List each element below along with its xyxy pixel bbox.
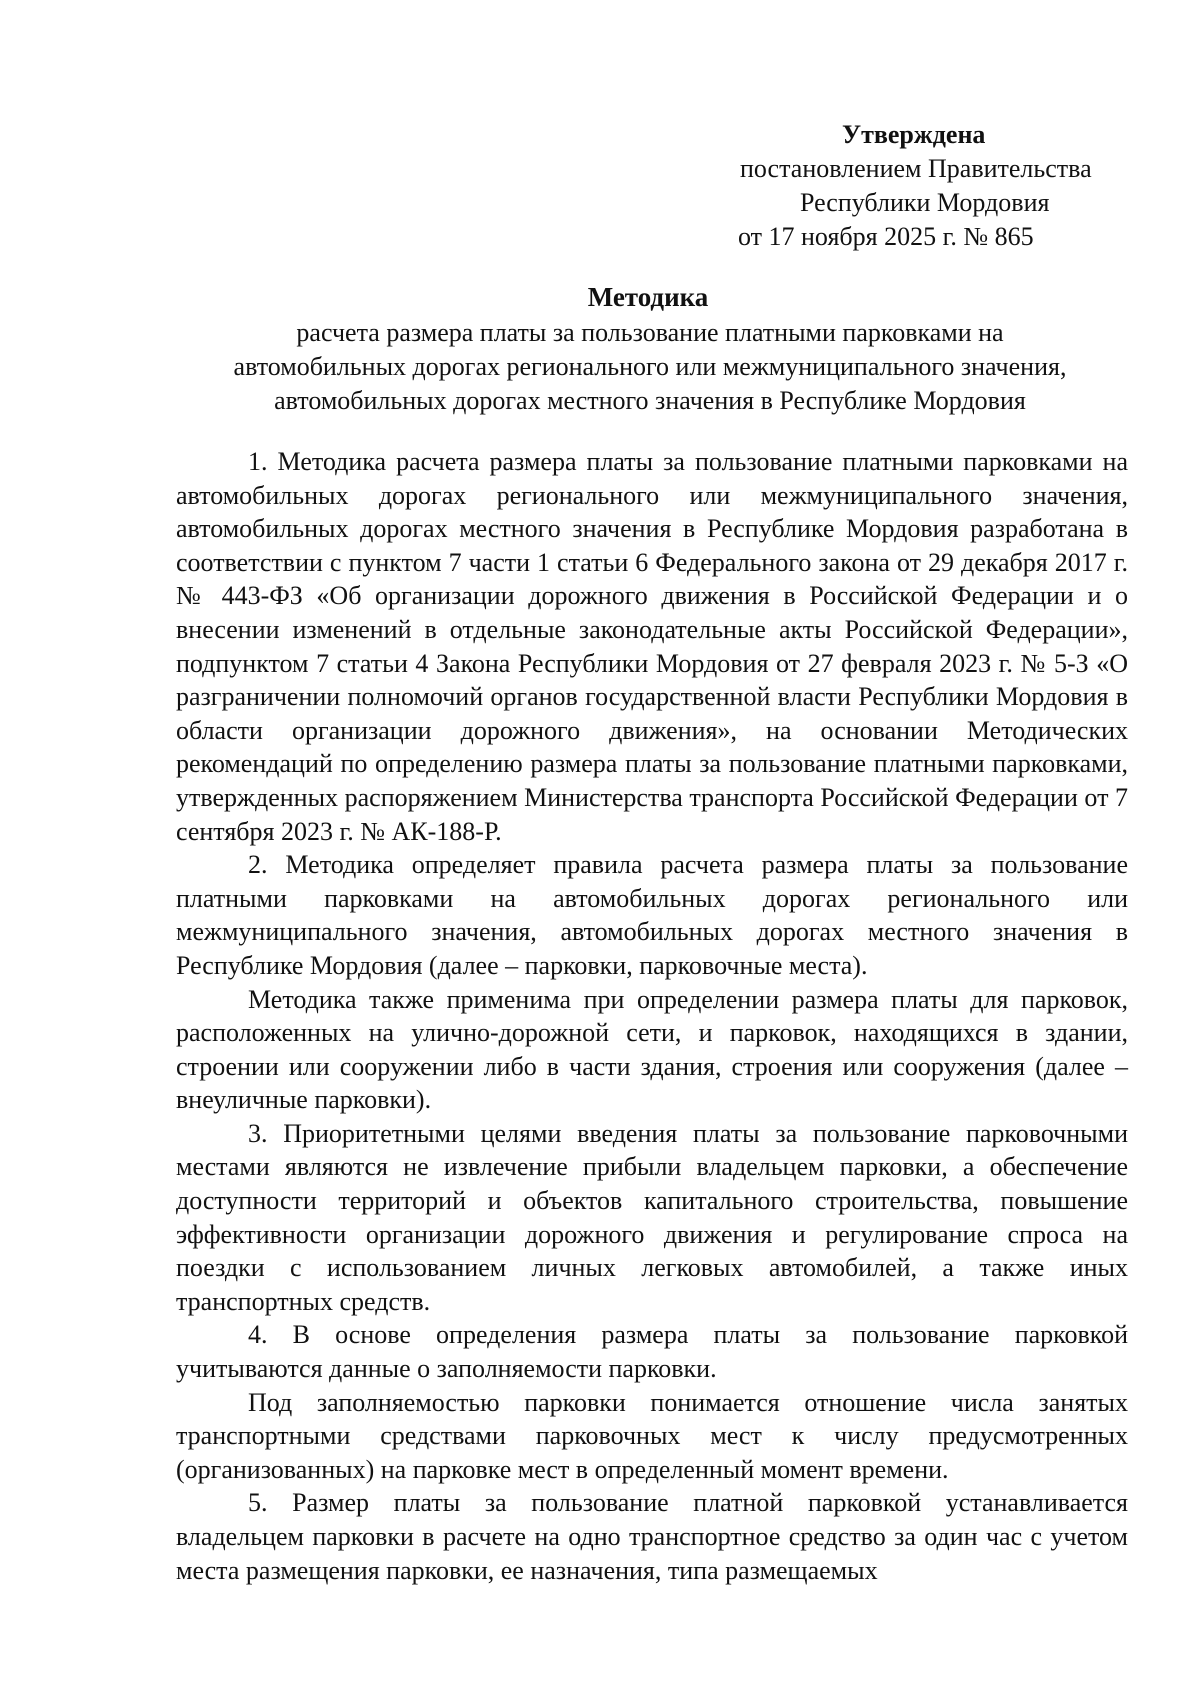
paragraph-4-continued: Под заполняемостью парковки понимается отношение числа занятых транспортными средствами парковочных мест к числу предусмотренных (организованных) на парковке мест в определенный момент времени.: [176, 1387, 1128, 1484]
approval-block: [720, 118, 1140, 254]
paragraph-2-continued: Методика также применима при определении размера платы для парковок, расположенных на улично-дорожной сети, и парковок, находящихся в здании, строении или сооружении либо в части здания, строения или сооружения (далее – внеуличные парковки).: [176, 984, 1128, 1115]
paragraph-4: 4. В основе определения размера платы за пользование парковкой учитываются данные о заполняемости парковки.: [176, 1320, 1128, 1384]
paragraph-3: 3. Приоритетными целями введения платы за пользование парковочными местами являются не извлечение прибыли владельцем парковки, а обеспечение доступности территорий и объектов капитального строительства, повышение эффективности организации дорожного движения и регулирование спроса на поездки с использованием личных легковых автомобилей, а также иных транспортных средств.: [176, 1118, 1128, 1316]
approval-republic: Республики Мордовия: [800, 188, 1050, 217]
approval-date-number: от 17 ноября 2025 г. № 865: [738, 222, 1034, 251]
document-title: Методика: [587, 282, 709, 312]
paragraph-2: 2. Методика определяет правила расчета размера платы за пользование платными парковками на автомобильных дорогах регионального или межмуниципального значения, автомобильных дорогах местного значения в Республике Мордовия (далее – парковки, парковочные места).: [176, 850, 1128, 980]
paragraph-5: 5. Размер платы за пользование платной парковкой устанавливается владельцем парковки в расчете на одно транспортное средство за один час с учетом места размещения парковки, ее назначения, типа размещаемых: [176, 1488, 1128, 1585]
subtitle-line: автомобильных дорогах регионального или межмуниципального значения,: [233, 352, 1067, 381]
approval-title: Утверждена: [842, 120, 986, 149]
document-body: [176, 445, 1128, 1587]
subtitle-line: автомобильных дорогах местного значения в Республике Мордовия: [274, 386, 1026, 415]
approval-issuer: постановлением Правительства: [740, 154, 1092, 183]
paragraph-1: 1. Методика расчета размера платы за пользование платными парковками на автомобильных дорогах регионального или межмуниципального значения, автомобильных дорогах местного значения в Республике Мордовия разработана в соответствии с пунктом 7 части 1 статьи 6 Федерального закона от 29 декабря 2017 г. № 443-ФЗ «Об организации дорожного движения в Российской Федерации и о внесении изменений в отдельные законодательные акты Российской Федерации», подпунктом 7 статьи 4 Закона Республики Мордовия от 27 февраля 2023 г. № 5-З «О разграничении полномочий органов государственной власти Республики Мордовия в области организации дорожного движения», на основании Методических рекомендаций по определению размера платы за пользование платными парковками, утвержденных распоряжением Министерства транспорта Российской Федерации от 7 сентября 2023 г. № АК-188-Р.: [176, 447, 1128, 846]
document-subtitle: [170, 316, 1130, 418]
subtitle-line: расчета размера платы за пользование платными парковками на: [296, 318, 1004, 347]
